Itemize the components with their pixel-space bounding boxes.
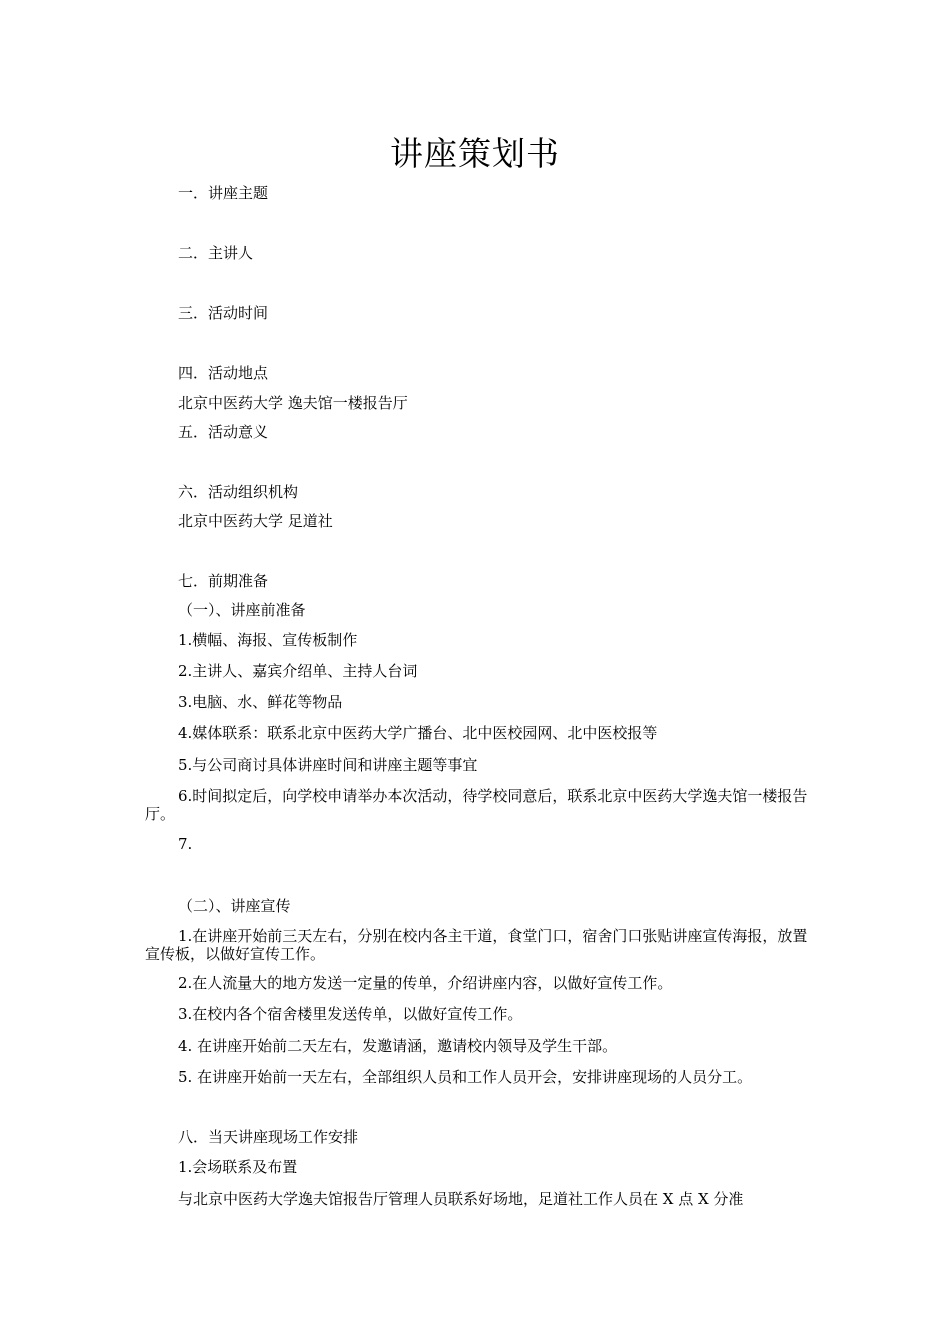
heading-onsite-arrangement: 八．当天讲座现场工作安排 <box>178 1128 359 1146</box>
location-text: 北京中医药大学 逸夫馆一楼报告厅 <box>178 394 408 412</box>
heading-organizer: 六．活动组织机构 <box>178 483 299 501</box>
document-title: 讲座策划书 <box>390 134 560 173</box>
prep-item-3: 3.电脑、水、鲜花等物品 <box>178 693 343 711</box>
prep-item-6: 6.时间拟定后，向学校申请举办本次活动，待学校同意后，联系北京中医药大学逸夫馆一楼报告厅。 <box>145 787 808 823</box>
prep-item-2: 2.主讲人、嘉宾介绍单、主持人台词 <box>178 662 418 680</box>
onsite-venue-text: 与北京中医药大学逸夫馆报告厅管理人员联系好场地，足道社工作人员在 X 点 X 分准 <box>178 1190 744 1208</box>
publicity-item-5: 5. 在讲座开始前一天左右，全部组织人员和工作人员开会，安排讲座现场的人员分工。 <box>178 1068 753 1086</box>
prep-item-5: 5.与公司商讨具体讲座时间和讲座主题等事宜 <box>178 756 478 774</box>
publicity-item-1: 1.在讲座开始前三天左右，分别在校内各主干道，食堂门口，宿舍门口张贴讲座宣传海报，放置宣传板，以做好宣传工作。 <box>145 927 808 963</box>
organizer-text: 北京中医药大学 足道社 <box>178 512 333 530</box>
publicity-item-2: 2.在人流量大的地方发送一定量的传单，介绍讲座内容，以做好宣传工作。 <box>178 974 673 992</box>
heading-event-location: 四．活动地点 <box>178 364 269 382</box>
prep-item-4: 4.媒体联系：联系北京中医药大学广播台、北中医校园网、北中医校报等 <box>178 724 658 742</box>
subheading-publicity: （二）、讲座宣传 <box>178 897 291 915</box>
subheading-pre-lecture: （一）、讲座前准备 <box>178 601 306 619</box>
heading-speaker: 二．主讲人 <box>178 244 254 262</box>
publicity-item-3: 3.在校内各个宿舍楼里发送传单，以做好宣传工作。 <box>178 1005 523 1023</box>
heading-event-time: 三．活动时间 <box>178 304 269 322</box>
publicity-item-4: 4. 在讲座开始前二天左右，发邀请涵，邀请校内领导及学生干部。 <box>178 1037 618 1055</box>
onsite-item-1: 1.会场联系及布置 <box>178 1158 298 1176</box>
heading-lecture-theme: 一．讲座主题 <box>178 184 269 202</box>
heading-preparation: 七．前期准备 <box>178 572 269 590</box>
heading-event-significance: 五．活动意义 <box>178 423 269 441</box>
prep-item-7: 7. <box>178 835 193 853</box>
prep-item-1: 1.横幅、海报、宣传板制作 <box>178 631 358 649</box>
